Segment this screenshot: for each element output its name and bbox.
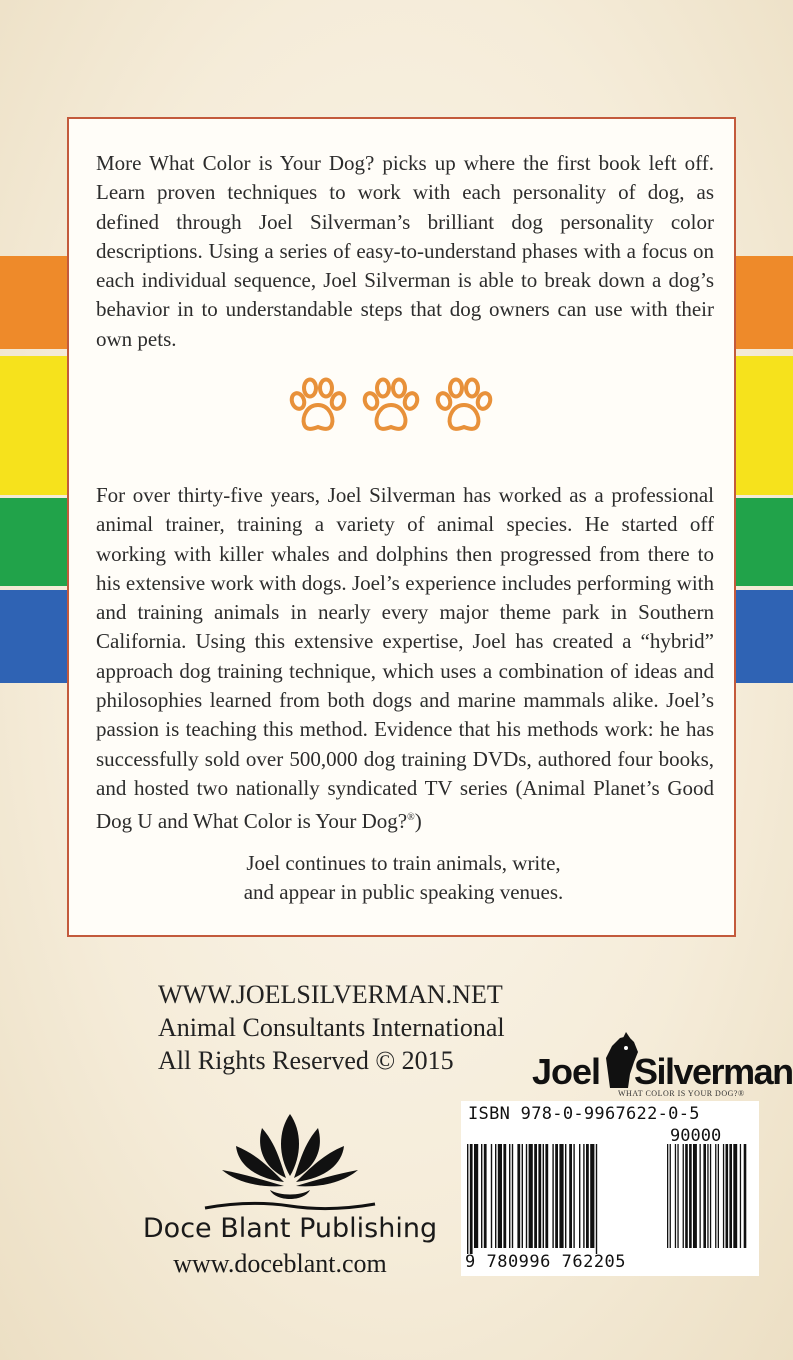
- logo-first-name: Joel: [532, 1051, 601, 1092]
- website-url: WWW.JOELSILVERMAN.NET: [158, 980, 503, 1009]
- logo-last-name: Silverman: [634, 1051, 793, 1092]
- barcode-icon: [467, 1144, 755, 1254]
- company-name: Animal Consultants International: [158, 1013, 505, 1042]
- closing-line-1: Joel continues to train animals, write,: [246, 851, 561, 875]
- paw-print-icon: [360, 375, 422, 437]
- publisher-name: Doce Blant Publishing: [142, 1213, 438, 1244]
- registered-mark: ®: [407, 812, 415, 824]
- logo-tagline: WHAT COLOR IS YOUR DOG?®: [618, 1089, 745, 1098]
- paw-print-icon: [287, 375, 349, 437]
- description-panel: [67, 117, 736, 937]
- paw-print-divider: [287, 375, 497, 441]
- publisher-block: [140, 1106, 440, 1296]
- paragraph-2-end: ): [414, 809, 422, 834]
- description-paragraph-1: More What Color is Your Dog? picks up where the first book left off. Learn proven techniques to work with each personality of dog, as defined through Joel Silverman’s brilliant dog personality color descriptions. Using a series of easy-to-understand phases with a focus on each individual sequence, Joel Silverman is able to break down a dog’s behavior in to understandable steps that dog owners can use with their own pets.: [96, 151, 714, 351]
- contact-info: [158, 978, 505, 1077]
- paw-print-icon: [433, 375, 495, 437]
- ean-number: 9 780996 762205: [465, 1252, 627, 1272]
- description-paragraph-2: [96, 481, 714, 837]
- lotus-logo-icon: [200, 1106, 380, 1216]
- isbn-number: ISBN 978-0-9967622-0-5: [468, 1104, 700, 1124]
- closing-statement: [69, 849, 738, 908]
- copyright-notice: All Rights Reserved © 2015: [158, 1046, 454, 1075]
- price-code: 90000: [670, 1126, 722, 1146]
- closing-line-2: and appear in public speaking venues.: [243, 880, 564, 905]
- paragraph-2-text: For over thirty-five years, Joel Silverman has worked as a professional animal trainer, training a variety of animal species. He started off working with killer whales and dolphins then progressed from there to his extensive work with dogs. Joel’s experience includes performing with and training animals in nearly every major theme park in Southern California. Using this extensive expertise, Joel has created a “hybrid” approach dog training technique, which uses a combination of ideas and philosophies learned from both dogs and marine mammals alike. Joel’s passion is teaching this method. Evidence that his methods work: he has successfully sold over 500,000 dog training DVDs, authored four books, and hosted two nationally syndicated TV series (Animal Planet’s Good Dog U and What Color is Your Dog?: [96, 483, 714, 834]
- publisher-url: www.doceblant.com: [173, 1249, 387, 1278]
- joel-silverman-logo: [530, 1028, 793, 1098]
